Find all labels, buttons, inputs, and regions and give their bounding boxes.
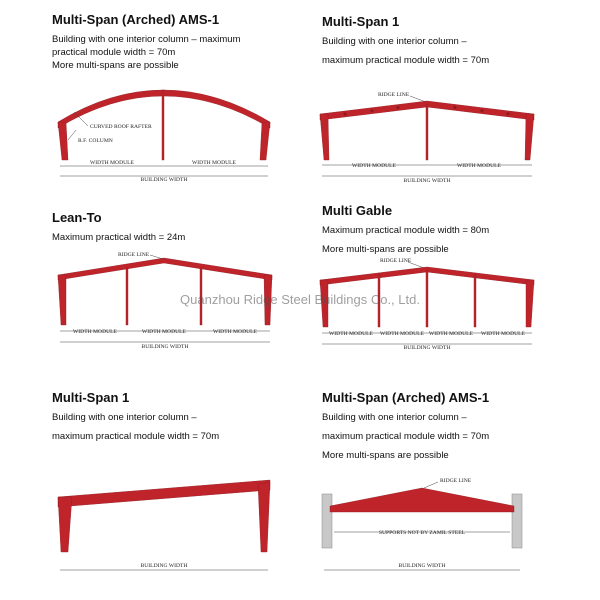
support-wall <box>512 494 522 548</box>
panel-description: Building with one interior column – <box>52 412 197 423</box>
panel-description: Building with one interior column – <box>322 36 467 47</box>
panel-description: More multi-spans are possible <box>322 244 449 255</box>
building-width-label: BUILDING WIDTH <box>398 563 446 569</box>
panel-description: maximum practical module width = 70m <box>322 431 490 442</box>
width-module-label: WIDTH MODULE <box>213 329 257 335</box>
panel-description: More multi-spans are possible <box>52 60 179 71</box>
panel-title: Multi-Span 1 <box>322 14 400 29</box>
ridge-line-label: RIDGE LINE <box>378 92 410 98</box>
panel-title: Lean-To <box>52 210 102 225</box>
curved-rafter-label: CURVED ROOF RAFTER <box>90 124 152 130</box>
building-width-label: BUILDING WIDTH <box>141 344 189 350</box>
width-module-label: WIDTH MODULE <box>73 329 117 335</box>
width-module-label: WIDTH MODULE <box>142 329 186 335</box>
width-module-label: WIDTH MODULE <box>457 163 501 169</box>
panel-description: Maximum practical module width = 80m <box>322 225 490 236</box>
width-module-label: WIDTH MODULE <box>90 160 134 166</box>
width-module-label: WIDTH MODULE <box>329 331 373 337</box>
panel-title: Multi-Span 1 <box>52 390 130 405</box>
panel-description: maximum practical module width = 70m <box>52 431 220 442</box>
panel-title: Multi-Span (Arched) AMS-1 <box>52 12 220 27</box>
panel-description: Building with one interior column – <box>322 412 467 423</box>
roof-frame <box>330 488 514 512</box>
building-width-label: BUILDING WIDTH <box>403 178 451 184</box>
width-module-label: WIDTH MODULE <box>380 331 424 337</box>
panel-title: Multi Gable <box>322 203 393 218</box>
panel-description: Building with one interior column – maximum <box>52 34 241 45</box>
panel-description: Maximum practical width = 24m <box>52 232 186 243</box>
ridge-line-label: RIDGE LINE <box>380 258 412 264</box>
ridge-line-label: RIDGE LINE <box>118 252 150 258</box>
company-watermark: Quanzhou Ridge Steel Buildings Co., Ltd. <box>180 292 420 307</box>
building-width-label: BUILDING WIDTH <box>140 563 188 569</box>
width-module-label: WIDTH MODULE <box>352 163 396 169</box>
column-label: R.F. COLUMN <box>78 138 113 144</box>
panel-title: Multi-Span (Arched) AMS-1 <box>322 390 490 405</box>
panel-description: maximum practical module width = 70m <box>322 55 490 66</box>
building-width-label: BUILDING WIDTH <box>403 345 451 351</box>
width-module-label: WIDTH MODULE <box>429 331 473 337</box>
support-wall <box>322 494 332 548</box>
width-module-label: WIDTH MODULE <box>481 331 525 337</box>
width-module-label: WIDTH MODULE <box>192 160 236 166</box>
building-width-label: BUILDING WIDTH <box>140 177 188 183</box>
ridge-line-label: RIDGE LINE <box>440 478 472 484</box>
panel-description: practical module width = 70m <box>52 47 176 58</box>
supports-note: SUPPORTS NOT BY ZAMIL STEEL <box>378 530 466 536</box>
ridge-pointer <box>424 482 438 488</box>
panel-description: More multi-spans are possible <box>322 450 449 461</box>
